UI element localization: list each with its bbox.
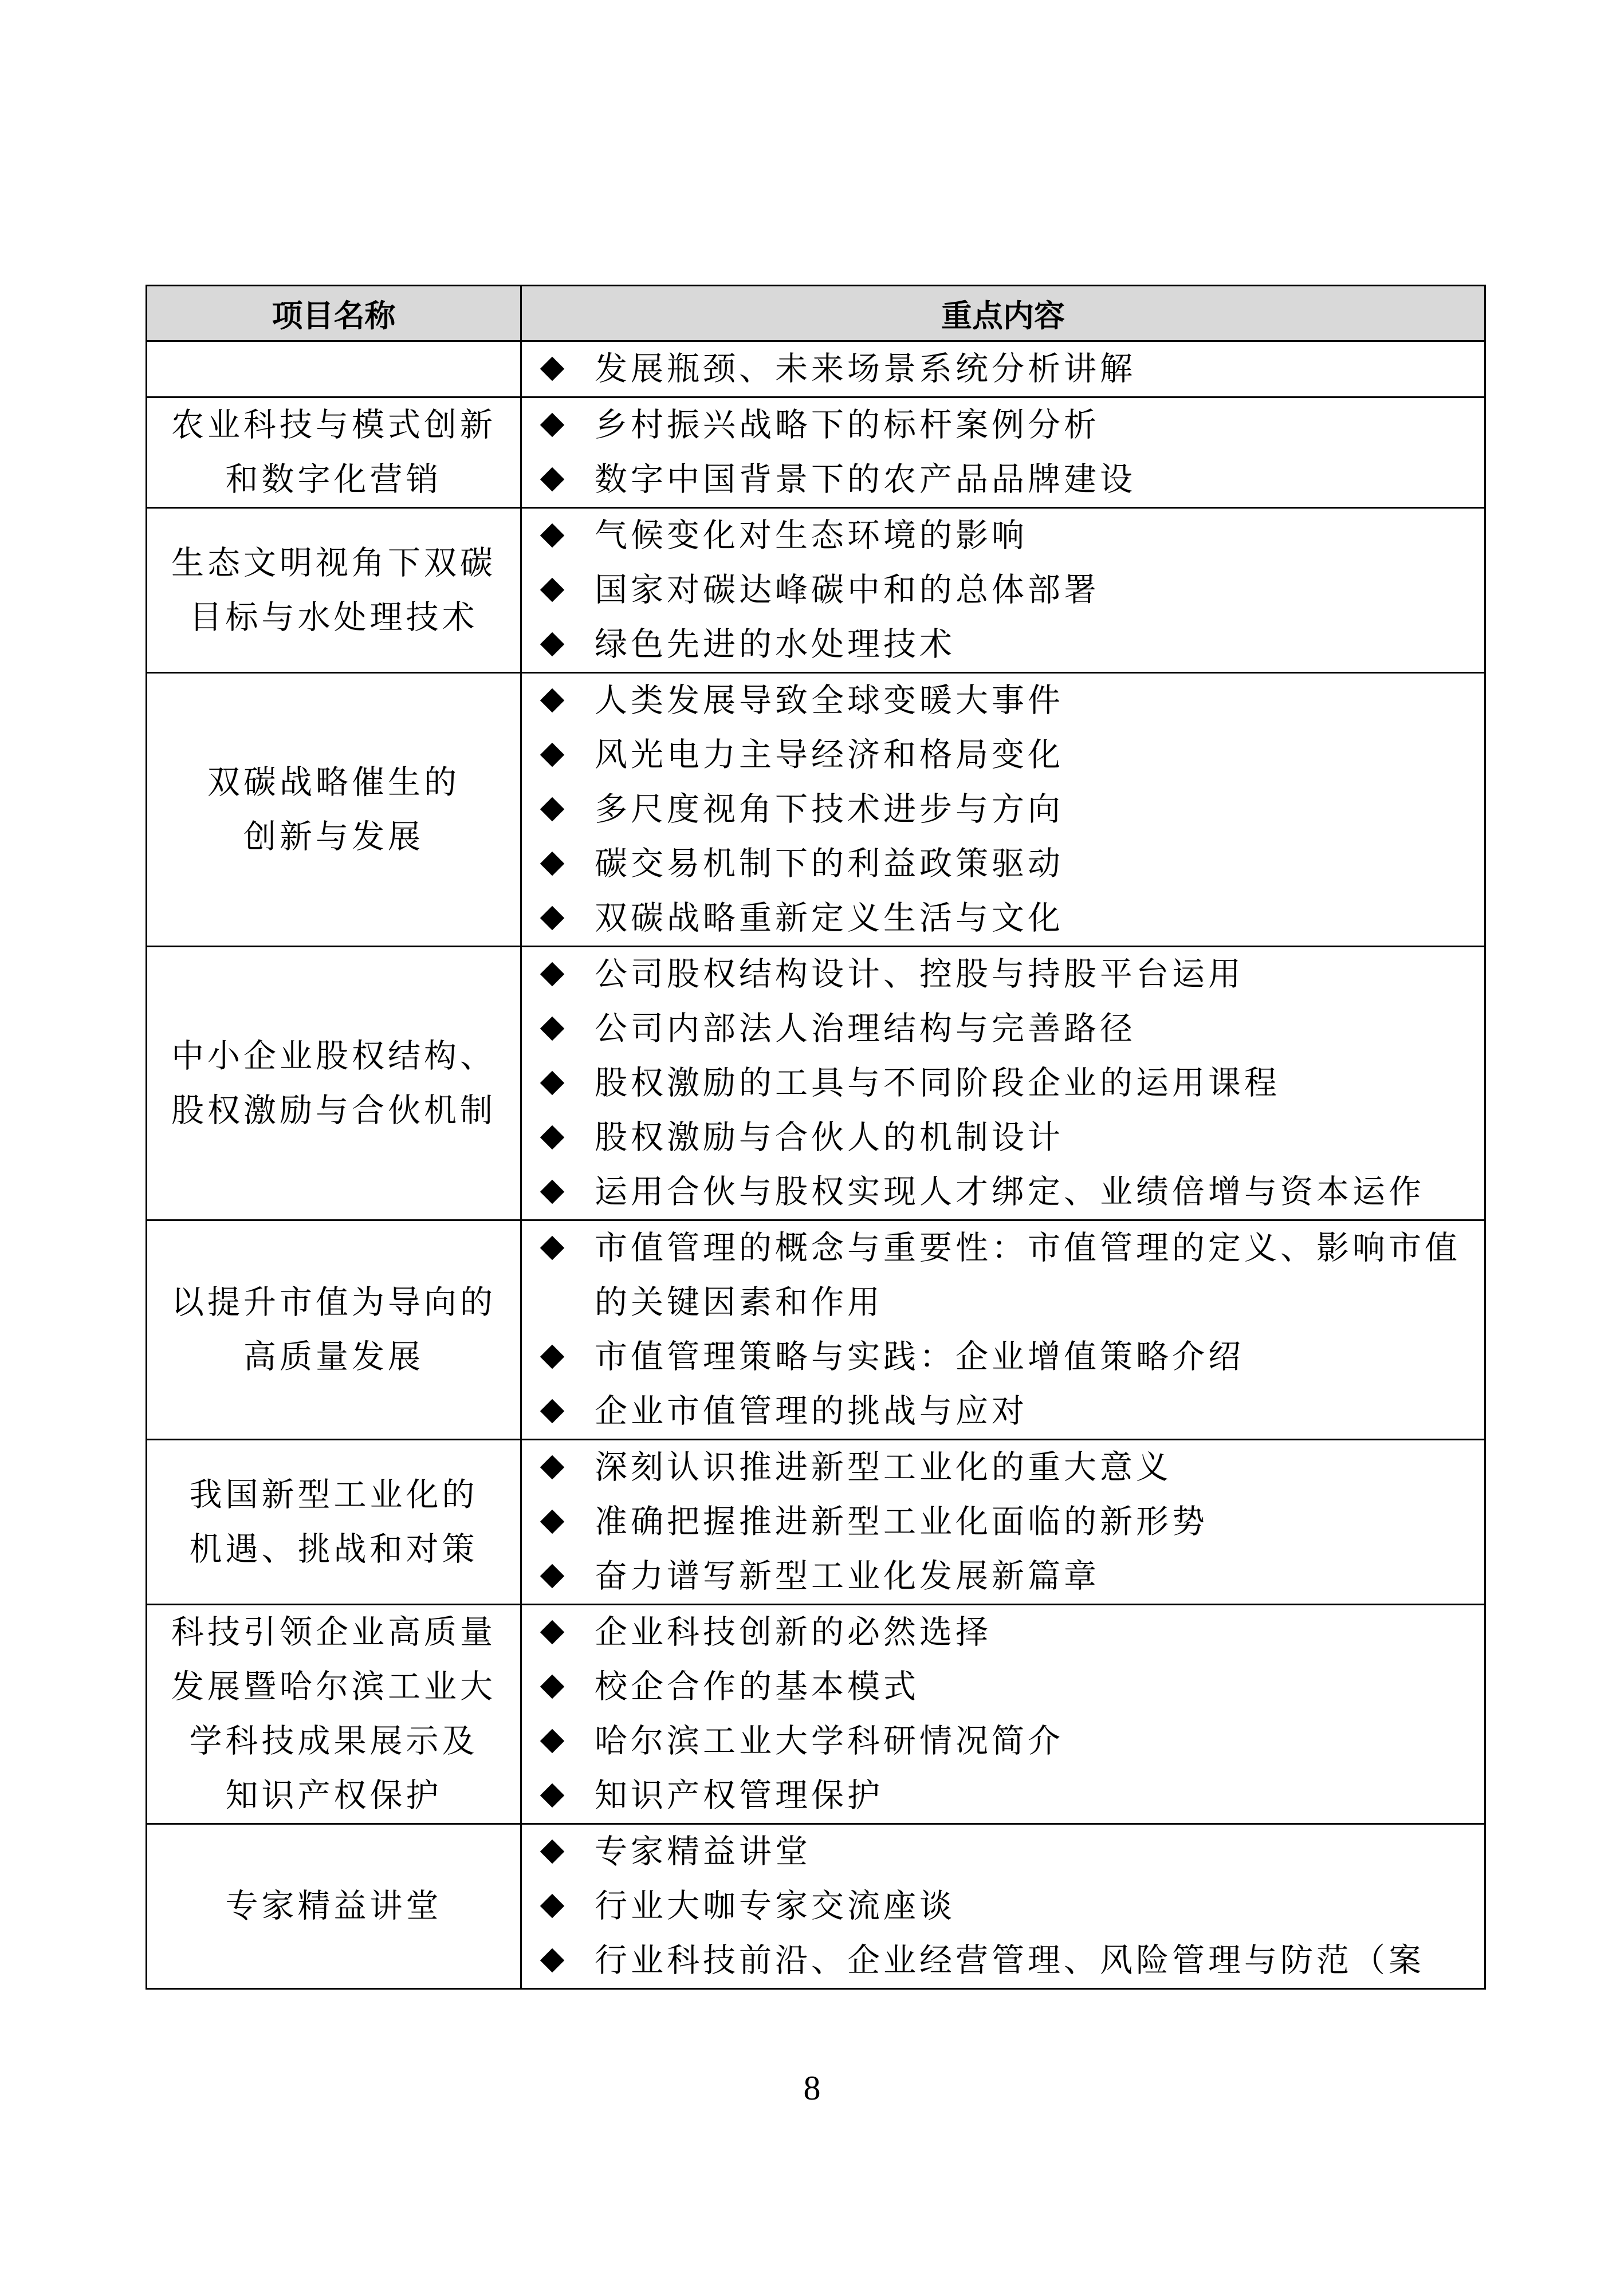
diamond-bullet-icon — [540, 523, 564, 548]
diamond-bullet-icon — [540, 1894, 564, 1918]
diamond-bullet-icon — [540, 906, 564, 930]
list-item-text: 企业科技创新的必然选择 — [595, 1613, 992, 1651]
key-content-cell — [521, 1440, 1485, 1605]
diamond-bullet-icon — [540, 1729, 564, 1753]
table-body — [147, 341, 1485, 1989]
list-item-text: 校企合作的基本模式 — [595, 1668, 919, 1706]
table-row — [147, 673, 1485, 947]
diamond-bullet-icon — [540, 1675, 564, 1699]
list-item-text: 双碳战略重新定义生活与文化 — [595, 899, 1064, 937]
key-content-cell — [521, 947, 1485, 1220]
list-item-text: 哈尔滨工业大学科研情况简介 — [595, 1722, 1064, 1760]
table-row — [147, 508, 1485, 673]
list-item-text: 专家精益讲堂 — [595, 1833, 811, 1870]
project-name-cell: 农业科技与模式创新 和数字化营销 — [147, 397, 521, 508]
diamond-bullet-icon — [540, 1125, 564, 1149]
course-table-container — [146, 285, 1484, 1990]
project-name-cell: 我国新型工业化的 机遇、挑战和对策 — [147, 1440, 521, 1605]
diamond-bullet-icon — [540, 357, 564, 381]
key-content-cell — [521, 1824, 1485, 1989]
list-item-text: 奋力谱写新型工业化发展新篇章 — [595, 1557, 1100, 1595]
project-name-cell: 科技引领企业高质量 发展暨哈尔滨工业大 学科技成果展示及 知识产权保护 — [147, 1605, 521, 1824]
diamond-bullet-icon — [540, 1840, 564, 1864]
list-item-text: 发展瓶颈、未来场景系统分析讲解 — [595, 350, 1136, 388]
list-item-text: 风光电力主导经济和格局变化 — [595, 736, 1064, 774]
table-row — [147, 1605, 1485, 1824]
diamond-bullet-icon — [540, 1948, 564, 1972]
list-item-text: 气候变化对生态环境的影响 — [595, 517, 1028, 554]
list-item-text: 股权激励的工具与不同阶段企业的运用课程 — [595, 1064, 1280, 1102]
list-item-text: 数字中国背景下的农产品品牌建设 — [595, 460, 1136, 498]
list-item-text: 深刻认识推进新型工业化的重大意义 — [595, 1448, 1172, 1486]
key-content-cell — [521, 1220, 1485, 1440]
diamond-bullet-icon — [540, 1564, 564, 1588]
project-name-cell: 中小企业股权结构、 股权激励与合伙机制 — [147, 947, 521, 1220]
table-header-row — [147, 286, 1485, 341]
table-row — [147, 947, 1485, 1220]
list-item — [538, 1002, 1478, 1056]
list-item — [538, 782, 1478, 837]
list-item-text: 股权激励与合伙人的机制设计 — [595, 1119, 1064, 1156]
project-name-cell: 以提升市值为导向的 高质量发展 — [147, 1220, 521, 1440]
list-item-text: 多尺度视角下技术进步与方向 — [595, 790, 1064, 828]
list-item-text: 国家对碳达峰碳中和的总体部署 — [595, 571, 1100, 609]
list-item — [538, 1879, 1478, 1933]
list-item — [538, 452, 1478, 507]
list-item-text: 知识产权管理保护 — [595, 1777, 883, 1814]
list-item — [538, 1440, 1478, 1495]
list-item — [538, 342, 1478, 396]
table-row — [147, 1220, 1485, 1440]
list-item — [538, 1825, 1478, 1879]
list-item — [538, 1605, 1478, 1660]
content-list — [538, 1440, 1478, 1604]
list-item — [538, 674, 1478, 728]
list-item — [538, 1714, 1478, 1769]
list-item — [538, 891, 1478, 946]
project-name-cell: 专家精益讲堂 — [147, 1824, 521, 1989]
list-item — [538, 398, 1478, 452]
list-item — [538, 1495, 1478, 1549]
list-item-text: 运用合伙与股权实现人才绑定、业绩倍增与资本运作 — [595, 1173, 1425, 1211]
diamond-bullet-icon — [540, 1180, 564, 1204]
diamond-bullet-icon — [540, 1399, 564, 1423]
list-item-text: 行业科技前沿、企业经营管理、风险管理与防范（案 — [595, 1941, 1425, 1979]
list-item — [538, 509, 1478, 563]
list-item — [538, 1549, 1478, 1604]
diamond-bullet-icon — [540, 1345, 564, 1369]
list-item-text: 公司内部法人治理结构与完善路径 — [595, 1010, 1136, 1047]
content-list — [538, 674, 1478, 946]
page-number: 8 — [803, 2069, 821, 2107]
list-item — [538, 1330, 1478, 1384]
diamond-bullet-icon — [540, 743, 564, 767]
list-item — [538, 1660, 1478, 1714]
header-project-name: 项目名称 — [147, 286, 521, 341]
diamond-bullet-icon — [540, 1236, 564, 1260]
diamond-bullet-icon — [540, 1783, 564, 1807]
list-item-text: 市值管理策略与实践：企业增值策略介绍 — [595, 1338, 1244, 1376]
list-item — [538, 1110, 1478, 1165]
list-item — [538, 947, 1478, 1002]
key-content-cell — [521, 673, 1485, 947]
list-item-text: 行业大咖专家交流座谈 — [595, 1887, 955, 1925]
list-item — [538, 1165, 1478, 1219]
diamond-bullet-icon — [540, 852, 564, 876]
list-item — [538, 1056, 1478, 1110]
list-item — [538, 617, 1478, 672]
list-item-text: 公司股权结构设计、控股与持股平台运用 — [595, 955, 1244, 993]
project-name-cell — [147, 341, 521, 397]
table-row — [147, 341, 1485, 397]
diamond-bullet-icon — [540, 1620, 564, 1644]
diamond-bullet-icon — [540, 688, 564, 712]
content-list — [538, 1605, 1478, 1823]
table-row — [147, 1440, 1485, 1605]
list-item — [538, 1769, 1478, 1823]
content-list — [538, 1825, 1478, 1988]
header-key-content: 重点内容 — [521, 286, 1485, 341]
course-table — [146, 285, 1486, 1990]
diamond-bullet-icon — [540, 578, 564, 602]
key-content-cell — [521, 1605, 1485, 1824]
diamond-bullet-icon — [540, 1510, 564, 1534]
list-item — [538, 837, 1478, 891]
content-list — [538, 398, 1478, 507]
diamond-bullet-icon — [540, 797, 564, 821]
list-item-text: 市值管理的概念与重要性：市值管理的定义、影响市值的关键因素和作用 — [595, 1229, 1461, 1321]
project-name-cell: 双碳战略催生的 创新与发展 — [147, 673, 521, 947]
diamond-bullet-icon — [540, 962, 564, 986]
diamond-bullet-icon — [540, 1017, 564, 1041]
list-item-text: 企业市值管理的挑战与应对 — [595, 1392, 1028, 1430]
key-content-cell — [521, 397, 1485, 508]
list-item — [538, 1384, 1478, 1439]
list-item — [538, 728, 1478, 782]
project-name-cell: 生态文明视角下双碳 目标与水处理技术 — [147, 508, 521, 673]
table-row — [147, 397, 1485, 508]
list-item — [538, 1933, 1478, 1988]
list-item-text: 人类发展导致全球变暖大事件 — [595, 682, 1064, 719]
list-item — [538, 563, 1478, 617]
list-item — [538, 1221, 1478, 1330]
list-item-text: 准确把握推进新型工业化面临的新形势 — [595, 1503, 1208, 1541]
content-list — [538, 947, 1478, 1219]
list-item-text: 乡村振兴战略下的标杆案例分析 — [595, 406, 1100, 444]
diamond-bullet-icon — [540, 1071, 564, 1095]
key-content-cell — [521, 508, 1485, 673]
list-item-text: 绿色先进的水处理技术 — [595, 625, 955, 663]
diamond-bullet-icon — [540, 467, 564, 491]
table-row — [147, 1824, 1485, 1989]
diamond-bullet-icon — [540, 413, 564, 437]
content-list — [538, 1221, 1478, 1439]
key-content-cell — [521, 341, 1485, 397]
content-list — [538, 509, 1478, 672]
list-item-text: 碳交易机制下的利益政策驱动 — [595, 845, 1064, 883]
diamond-bullet-icon — [540, 632, 564, 656]
content-list — [538, 342, 1478, 396]
diamond-bullet-icon — [540, 1455, 564, 1479]
